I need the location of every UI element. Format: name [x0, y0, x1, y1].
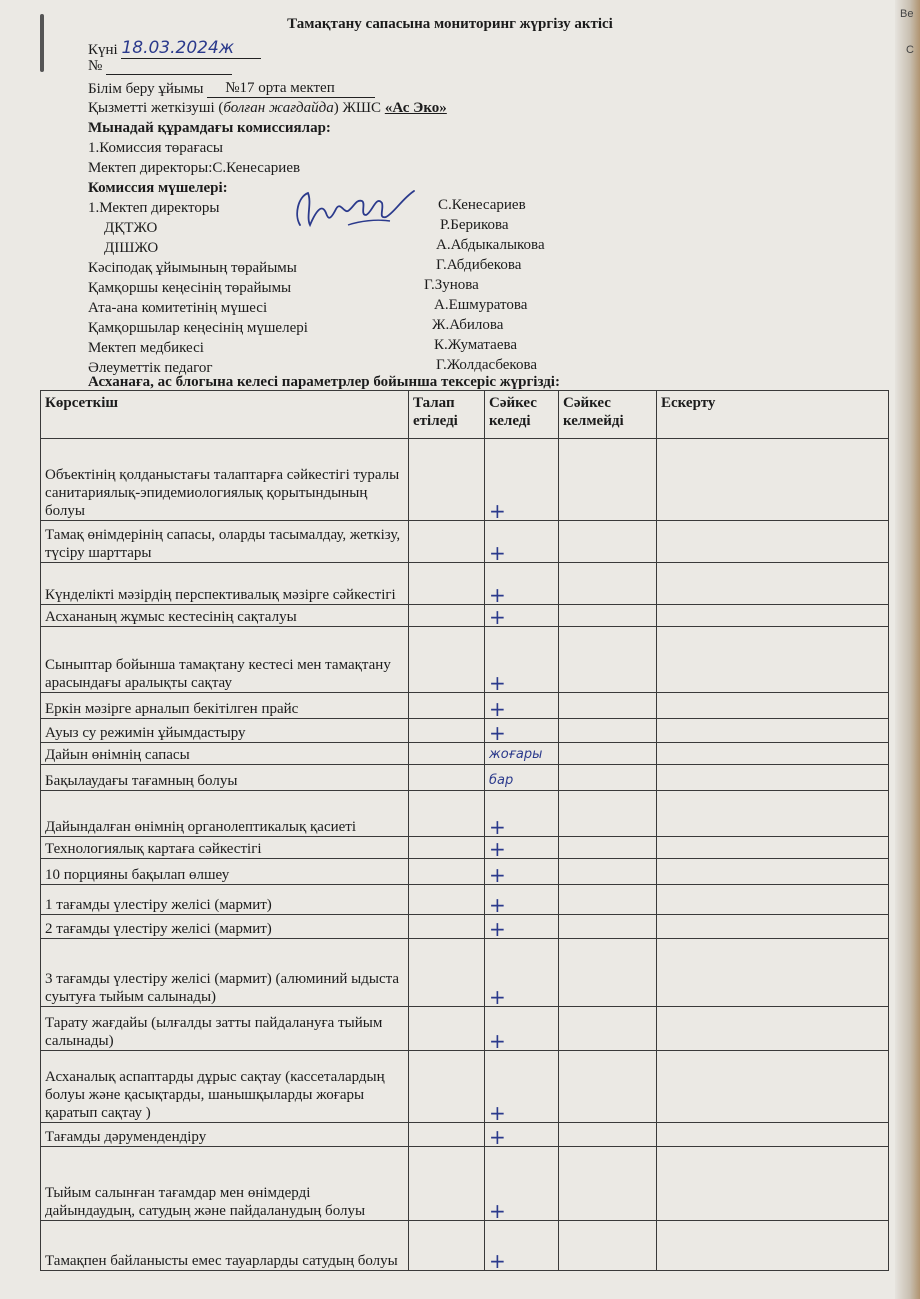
- cell-match: +: [485, 915, 559, 939]
- cell-mismatch: [559, 743, 657, 765]
- cell-match: +: [485, 627, 559, 693]
- number-blank: [106, 58, 232, 75]
- cell-match: +: [485, 439, 559, 521]
- cell-note: [657, 859, 889, 885]
- corner-text-mid: C: [906, 44, 914, 56]
- cell-match: +: [485, 1051, 559, 1123]
- table-row: [41, 837, 889, 859]
- cell-note: [657, 743, 889, 765]
- cell-mismatch: [559, 837, 657, 859]
- cell-required: [409, 439, 485, 521]
- org-label: Білім беру ұйымы: [88, 81, 204, 97]
- table-row: [41, 439, 889, 521]
- cell-match: +: [485, 521, 559, 563]
- cell-note: [657, 1221, 889, 1271]
- cell-indicator: Ауыз су режимін ұйымдастыру: [41, 719, 409, 743]
- cell-match: +: [485, 1221, 559, 1271]
- supplier-value: «Ас Эко»: [384, 100, 447, 116]
- col-header-match: Сәйкес келеді: [485, 391, 559, 439]
- signature-image: [286, 185, 418, 237]
- cell-indicator: Тамақпен байланысты емес тауарларды сатудың болуы: [41, 1221, 409, 1271]
- member-role: ДІШЖО: [104, 240, 159, 256]
- cell-mismatch: [559, 563, 657, 605]
- cell-required: [409, 791, 485, 837]
- director-line: Мектеп директоры:С.Кенесариев: [88, 160, 301, 176]
- member-role: 1.Мектеп директоры: [88, 200, 220, 216]
- cell-note: [657, 439, 889, 521]
- member-role: Мектеп медбикесі: [88, 340, 204, 356]
- table-row: [41, 859, 889, 885]
- cell-match: +: [485, 1123, 559, 1147]
- cell-indicator: Дайын өнімнің сапасы: [41, 743, 409, 765]
- cell-required: [409, 915, 485, 939]
- cell-note: [657, 521, 889, 563]
- cell-mismatch: [559, 1007, 657, 1051]
- cell-mismatch: [559, 1123, 657, 1147]
- member-name: Г.Зунова: [424, 277, 479, 293]
- cell-match: +: [485, 693, 559, 719]
- member-role: Қамқоршы кеңесінің төрайымы: [88, 280, 292, 296]
- cell-match: +: [485, 939, 559, 1007]
- table-row: [41, 521, 889, 563]
- commission-heading: Мынадай құрамдағы комиссиялар:: [88, 120, 331, 136]
- cell-mismatch: [559, 885, 657, 915]
- cell-note: [657, 791, 889, 837]
- date-label: Күні: [88, 42, 118, 58]
- cell-note: [657, 563, 889, 605]
- cell-match: +: [485, 1147, 559, 1221]
- cell-note: [657, 837, 889, 859]
- cell-required: [409, 719, 485, 743]
- cell-mismatch: [559, 439, 657, 521]
- date-line: [88, 38, 261, 59]
- member-name: Р.Берикова: [440, 217, 509, 233]
- table-row: [41, 885, 889, 915]
- table-row: [41, 693, 889, 719]
- table-row: [41, 627, 889, 693]
- cell-match: +: [485, 719, 559, 743]
- cell-indicator: Тағамды дәрумендендіру: [41, 1123, 409, 1147]
- cell-mismatch: [559, 939, 657, 1007]
- table-row: [41, 743, 889, 765]
- cell-match: +: [485, 885, 559, 915]
- cell-required: [409, 605, 485, 627]
- cell-indicator: 3 тағамды үлестіру желісі (мармит) (алюминий ыдыста суытуға тыйым салынады): [41, 939, 409, 1007]
- cell-note: [657, 605, 889, 627]
- inspection-table: [40, 390, 889, 1271]
- cell-mismatch: [559, 693, 657, 719]
- cell-mismatch: [559, 915, 657, 939]
- chair-line: 1.Комиссия төрағасы: [88, 140, 223, 156]
- cell-mismatch: [559, 765, 657, 791]
- adjacent-sheet-edge: [895, 0, 920, 1299]
- cell-indicator: Еркін мәзірге арналып бекітілген прайс: [41, 693, 409, 719]
- members-heading: Комиссия мүшелері:: [88, 180, 228, 196]
- member-name: Ж.Абилова: [432, 317, 504, 333]
- cell-match: +: [485, 837, 559, 859]
- supplier-italic: болған жағдайда: [223, 100, 334, 116]
- cell-note: [657, 765, 889, 791]
- col-header-mismatch: Сәйкес келмейді: [559, 391, 657, 439]
- cell-required: [409, 627, 485, 693]
- cell-match: +: [485, 859, 559, 885]
- cell-indicator: Күнделікті мәзірдің перспективалық мәзірге сәйкестігі: [41, 563, 409, 605]
- cell-mismatch: [559, 1221, 657, 1271]
- cell-required: [409, 939, 485, 1007]
- cell-indicator: 2 тағамды үлестіру желісі (мармит): [41, 915, 409, 939]
- table-row: [41, 1051, 889, 1123]
- check-heading: Асханаға, ас блогына келесі параметрлер бойынша тексеріс жүргізді:: [88, 374, 560, 390]
- cell-note: [657, 915, 889, 939]
- cell-mismatch: [559, 627, 657, 693]
- cell-note: [657, 693, 889, 719]
- cell-match: +: [485, 1007, 559, 1051]
- col-header-required: Талап етіледі: [409, 391, 485, 439]
- cell-required: [409, 521, 485, 563]
- table-row: [41, 563, 889, 605]
- cell-match: +: [485, 563, 559, 605]
- cell-note: [657, 939, 889, 1007]
- cell-indicator: Дайындалған өнімнің органолептикалық қасиеті: [41, 791, 409, 837]
- member-role: Әлеуметтік педагог: [88, 360, 213, 376]
- member-name: Г.Абдибекова: [436, 257, 522, 273]
- member-name: Г.Жолдасбекова: [436, 357, 537, 373]
- member-name: А.Абдыкалыкова: [436, 237, 545, 253]
- table-row: [41, 939, 889, 1007]
- corner-text-top: Be: [900, 8, 914, 20]
- cell-indicator: 10 порцияны бақылап өлшеу: [41, 859, 409, 885]
- org-line: [88, 80, 375, 98]
- cell-indicator: Сыныптар бойынша тамақтану кестесі мен тамақтану арасындағы аралықты сақтау: [41, 627, 409, 693]
- cell-note: [657, 627, 889, 693]
- cell-required: [409, 743, 485, 765]
- member-role: Қамқоршылар кеңесінің мүшелері: [88, 320, 308, 336]
- member-role: Ата-ана комитетінің мүшесі: [88, 300, 268, 316]
- cell-mismatch: [559, 791, 657, 837]
- member-name: А.Ешмуратова: [434, 297, 528, 313]
- cell-indicator: Асханалық аспаптарды дұрыс сақтау (кассеталардың болуы және қасықтарды, шанышқыларды жоғары қаратып сақтау ): [41, 1051, 409, 1123]
- table-row: [41, 1123, 889, 1147]
- supplier-mid: ) ЖШС: [333, 100, 382, 116]
- document-title: Тамақтану сапасына мониторинг жүргізу актісі: [287, 16, 613, 32]
- cell-required: [409, 765, 485, 791]
- member-name: К.Жуматаева: [434, 337, 518, 353]
- cell-indicator: Бақылаудағы тағамның болуы: [41, 765, 409, 791]
- table-row: [41, 791, 889, 837]
- member-role: ДҚТЖО: [104, 220, 158, 236]
- org-value: №17 орта мектеп: [207, 80, 375, 98]
- cell-mismatch: [559, 859, 657, 885]
- cell-mismatch: [559, 1051, 657, 1123]
- table-row: [41, 1147, 889, 1221]
- cell-note: [657, 1051, 889, 1123]
- cell-indicator: Объектінің қолданыстағы талаптарға сәйкестігі туралы санитариялық-эпидемиологиялық қорытындының болуы: [41, 439, 409, 521]
- cell-note: [657, 1147, 889, 1221]
- cell-match: +: [485, 791, 559, 837]
- cell-required: [409, 837, 485, 859]
- table-row: [41, 1007, 889, 1051]
- supplier-line: [88, 100, 447, 117]
- cell-match: бар: [485, 765, 559, 791]
- table-header-row: [41, 391, 889, 439]
- cell-indicator: Тамақ өнімдерінің сапасы, оларды тасымалдау, жеткізу, түсіру шарттары: [41, 521, 409, 563]
- cell-required: [409, 859, 485, 885]
- cell-note: [657, 719, 889, 743]
- cell-mismatch: [559, 521, 657, 563]
- cell-mismatch: [559, 1147, 657, 1221]
- member-role: Кәсіподақ ұйымының төрайымы: [88, 260, 297, 276]
- col-header-indicator: Көрсеткіш: [41, 391, 409, 439]
- table-row: [41, 1221, 889, 1271]
- supplier-prefix: Қызметті жеткізуші (: [88, 100, 224, 116]
- cell-indicator: Асхананың жұмыс кестесінің сақталуы: [41, 605, 409, 627]
- table-row: [41, 605, 889, 627]
- cell-match: +: [485, 605, 559, 627]
- cell-indicator: Тыйым салынған тағамдар мен өнімдерді дайындаудың, сатудың және пайдаланудың болуы: [41, 1147, 409, 1221]
- cell-required: [409, 693, 485, 719]
- cell-note: [657, 1007, 889, 1051]
- cell-required: [409, 1007, 485, 1051]
- member-name: С.Кенесариев: [438, 197, 526, 213]
- cell-required: [409, 885, 485, 915]
- cell-indicator: Технологиялық картаға сәйкестігі: [41, 837, 409, 859]
- table-row: [41, 765, 889, 791]
- cell-required: [409, 1147, 485, 1221]
- cell-required: [409, 563, 485, 605]
- cell-note: [657, 1123, 889, 1147]
- date-value: 18.03.2024ж: [121, 38, 261, 59]
- number-line: [88, 58, 232, 75]
- table-row: [41, 915, 889, 939]
- cell-mismatch: [559, 719, 657, 743]
- cell-match: жоғары: [485, 743, 559, 765]
- cell-note: [657, 885, 889, 915]
- cell-indicator: 1 тағамды үлестіру желісі (мармит): [41, 885, 409, 915]
- number-label: №: [88, 58, 103, 74]
- cell-indicator: Тарату жағдайы (ылғалды затты пайдалануға тыйым салынады): [41, 1007, 409, 1051]
- cell-required: [409, 1123, 485, 1147]
- cell-required: [409, 1221, 485, 1271]
- col-header-note: Ескерту: [657, 391, 889, 439]
- table-row: [41, 719, 889, 743]
- cell-mismatch: [559, 605, 657, 627]
- cell-required: [409, 1051, 485, 1123]
